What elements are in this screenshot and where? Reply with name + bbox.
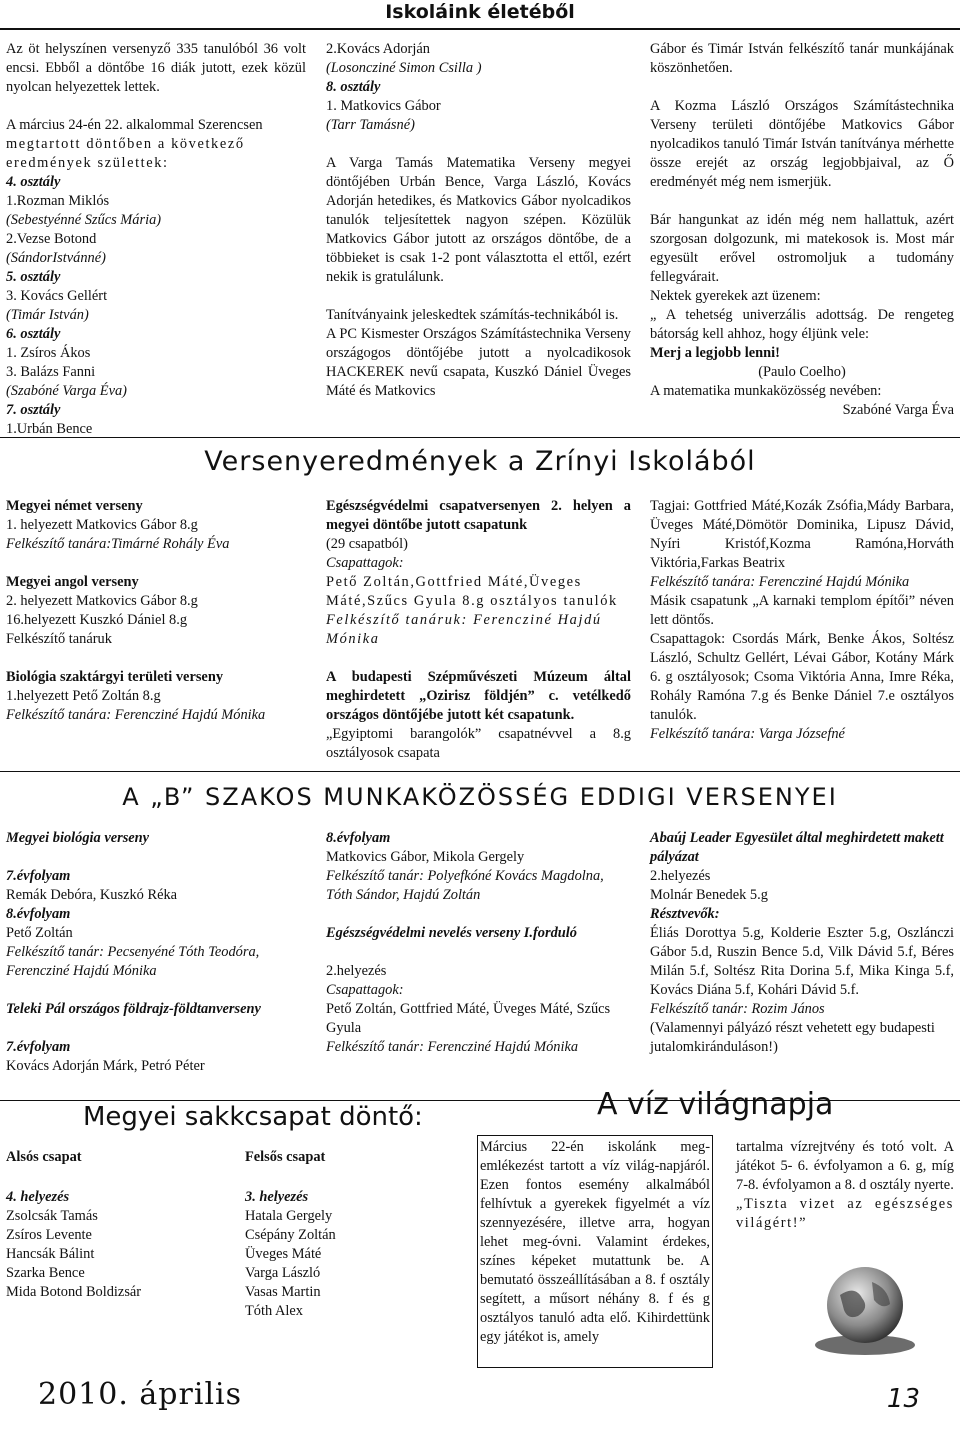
text-line: „Tiszta vizet az egészséges világért!” — [736, 1196, 954, 1231]
text-line — [6, 981, 306, 1000]
text-line: Pető Zoltán,Gottfried Máté,Üveges Máté,Szűcs Gyula 8.g osztályos tanulók — [326, 574, 618, 609]
text-line: Egészségvédelmi csapatversenyen 2. helyen a megyei döntőbe jutott csapatunk — [326, 498, 631, 533]
water-day-box-text — [480, 1138, 710, 1347]
team-member: Hatala Gergely — [245, 1208, 333, 1224]
text-line: 1. Zsíros Ákos — [6, 345, 91, 361]
text-line: 3. Balázs Fanni — [6, 364, 96, 380]
bszakos-right-column — [650, 829, 954, 1057]
text-line: 2.helyezés — [326, 963, 387, 979]
text-line: (29 csapatból) — [326, 536, 408, 552]
text-line — [650, 78, 954, 97]
upper-team-heading: Felsős csapat — [245, 1149, 326, 1165]
text-line: 1.helyezett Pető Zoltán 8.g — [6, 688, 161, 704]
chess-section-title: Megyei sakkcsapat döntő: — [83, 1102, 423, 1132]
text-line: Csapattagok: — [326, 555, 404, 571]
zrinyi-middle-column — [326, 497, 631, 763]
text-line: A Varga Tamás Matematika Verseny megyei döntőjében Urbán Bence, Varga László, Kovács Adorján hetedikes, és Matkovics Gábor nyolcadikos tanulók teljesítettek nagyon szépen. Közülük Matkovics Gábor jutott az országos döntőbe, de a többieket is csak 1-2 pont választotta el ettől, ezért nekik is gratulálunk. — [326, 155, 631, 285]
text-line — [6, 97, 306, 116]
team-member: Vasas Martin — [245, 1284, 321, 1300]
text-line: 6. osztály — [6, 326, 61, 342]
text-line: A PC Kismester Országos Számítástechnika Verseny országogos döntőjébe jutott a nyolcadikosok HACKEREK nevű csapata, Kuszkó Dániel Üveges Máté és Matkovics — [326, 326, 631, 399]
bszakos-left-column — [6, 829, 306, 1076]
text-line: Matkovics Gábor, Mikola Gergely — [326, 849, 525, 865]
chess-lower-team — [6, 1148, 226, 1302]
text-line — [6, 649, 306, 668]
text-line: 1. helyezett Matkovics Gábor 8.g — [6, 517, 198, 533]
text-line: Egészségvédelmi nevelés verseny I.forduló — [326, 925, 577, 941]
text-line: 2.Kovács Adorján — [326, 41, 430, 57]
text-line: Megyei német verseny — [6, 498, 143, 514]
text-line: (Tarr Tamásné) — [326, 117, 415, 133]
page-number: 13 — [886, 1384, 920, 1414]
text-line: (Timár István) — [6, 307, 89, 323]
text-line: tartalma vízrejtvény és totó volt. A játékot 5- 6. évfolyamon a 6. g, míg 7-8. évfolyamon a 8. d osztály nyerte. — [736, 1139, 954, 1193]
text-line: „Egyiptomi barangolók” csapatnévvel a 8.g osztályosok csapata — [326, 726, 631, 761]
text-line: Biológia szaktárgyi területi verseny — [6, 669, 224, 685]
top-left-column — [6, 40, 306, 439]
top-middle-column — [326, 40, 631, 401]
text-line: Március 22-én iskolánk meg-emlékezést tartott a víz világ-napjáról. Ezen fontos esemény alkalmából felhívtuk a gyerekek figyelmét a víz szennyezésére, illetve arra, hogyan lehet meg-óvni. Valamint érdekes, színes képeket mutattunk be. A bemutató összeállításában a 8. f osztály segített, a műsort néhány 8. f és g osztályos tanuló adta elő. Kihirdettünk egy játékot is, amely — [480, 1139, 710, 1345]
text-line — [6, 554, 306, 573]
team-member: Zsíros Levente — [6, 1227, 92, 1243]
text-line: (Szabóné Varga Éva) — [6, 383, 127, 399]
text-line: 8.évfolyam — [326, 830, 391, 846]
text-line: Felkészítő tanáruk: Ferencziné Hajdú Mónika — [326, 612, 602, 647]
lower-team-place: 4. helyezés — [6, 1189, 70, 1205]
text-line: Gábor és Timár István felkészítő tanár munkájának köszönhetően. — [650, 41, 954, 76]
water-day-title: A víz világnapja — [597, 1087, 834, 1122]
zrinyi-left-column — [6, 497, 306, 725]
team-member: Üveges Máté — [245, 1246, 322, 1262]
text-line — [326, 287, 631, 306]
text-line: 8.évfolyam — [6, 906, 71, 922]
water-day-right-text — [736, 1138, 954, 1233]
text-line: Felkészítő tanára: Ferencziné Hajdú Mónika — [6, 707, 266, 723]
text-line: 7. osztály — [6, 402, 61, 418]
text-line: Felkészítő tanára: Varga Józsefné — [650, 726, 845, 742]
text-line: 1. Matkovics Gábor — [326, 98, 441, 114]
text-line — [6, 848, 306, 867]
text-line: 2. helyezett Matkovics Gábor 8.g — [6, 593, 198, 609]
text-line: 2.helyezés — [650, 868, 711, 884]
team-member: Tóth Alex — [245, 1303, 303, 1319]
text-line: 3. Kovács Gellért — [6, 288, 108, 304]
text-line: megtartott döntőben a következő — [6, 136, 245, 152]
text-line: 16.helyezett Kuszkó Dániel 8.g — [6, 612, 188, 628]
text-line: 7.évfolyam — [6, 1039, 71, 1055]
text-line: Csapattagok: — [326, 982, 404, 998]
text-line: Az öt helyszínen versenyző 335 tanulóból 36 volt encsi. Ebből a döntőbe 16 diák jutott, ezek közül nyolcan helyezettek lettek. — [6, 41, 306, 95]
lower-team-heading: Alsós csapat — [6, 1149, 82, 1165]
text-line: Felkészítő tanár: Pecsenyéné Tóth Teodóra, Ferencziné Hajdú Mónika — [6, 944, 260, 979]
text-line: Pető Zoltán — [6, 925, 73, 941]
team-member: Szarka Bence — [6, 1265, 85, 1281]
text-line: „ A tehetség univerzális adottság. De rengeteg bátorság kell ahhoz, hogy éljünk vele: — [650, 307, 954, 342]
text-line — [326, 649, 631, 668]
text-line: 5. osztály — [6, 269, 61, 285]
text-line — [6, 1019, 306, 1038]
text-line: (Paulo Coelho) — [758, 364, 846, 380]
text-line: Másik csapatunk „A karnaki templom építői” néven lett döntős. — [650, 593, 954, 628]
text-line: Felkészítő tanár: Rozim János — [650, 1001, 825, 1017]
team-member: Csépány Zoltán — [245, 1227, 336, 1243]
text-line: Résztvevők: — [650, 906, 720, 922]
text-line: Merj a legjobb lenni! — [650, 345, 780, 361]
zrinyi-section-title: Versenyeredmények a Zrínyi Iskolából — [204, 446, 756, 477]
text-line: Csapattagok: Csordás Márk, Benke Ákos, Soltész László, Schultz Gellért, Lévai Gábor, Kotány Márk 6. g osztályosok; Csoma Viktória Anna, Imre Réka, Rohály Ramóna 7.g és Benke Dániel 7.e osztályos tanulók. — [650, 631, 954, 723]
text-line: (SándorIstvánné) — [6, 250, 106, 266]
text-line: Felkészítő tanára:Timárné Rohály Éva — [6, 536, 230, 552]
text-line: 8. osztály — [326, 79, 381, 95]
text-line: Szabóné Varga Éva — [842, 402, 954, 418]
text-line: Éliás Dorottya 5.g, Kolderie Eszter 5.g, Oszlánczi Gábor 5.d, Ruszin Bence 5.d, Vilk Dávid 5.f, Béres Milán 5.f, Soltész Rita Dorina 5.f, Mika Kinga 5.f, Kovács Diána 5.f, Kohári Dávid 5.f. — [650, 925, 954, 998]
text-line: Molnár Benedek 5.g — [650, 887, 768, 903]
text-line: 7.évfolyam — [6, 868, 71, 884]
text-line: Felkészítő tanáruk — [6, 631, 112, 647]
text-line: 2.Vezse Botond — [6, 231, 97, 247]
text-line: Megyei biológia verseny — [6, 830, 150, 846]
team-member: Zsolcsák Tamás — [6, 1208, 98, 1224]
text-line — [326, 135, 631, 154]
team-member: Varga László — [245, 1265, 321, 1281]
text-line: (Sebestyénné Szűcs Mária) — [6, 212, 162, 228]
text-line: 1.Urbán Bence — [6, 421, 93, 437]
text-line: Felkészítő tanára: Ferencziné Hajdú Mónika — [650, 574, 910, 590]
text-line: Teleki Pál országos földrajz-földtanverseny — [6, 1001, 261, 1017]
text-line: Kovács Adorján Márk, Petró Péter — [6, 1058, 205, 1074]
chess-upper-team — [245, 1148, 465, 1321]
team-member: Hancsák Bálint — [6, 1246, 95, 1262]
section-title: Iskoláink életéből — [385, 1, 575, 23]
text-line: (Valamennyi pályázó részt vehetett egy budapesti jutalomkiránduláson!) — [650, 1020, 935, 1055]
text-line: A március 24-én 22. alkalommal Szerencsen — [6, 117, 263, 133]
text-line: A Kozma László Országos Számítástechnika Verseny területi döntőjébe Matkovics Gábor nyolcadikos tanuló Timár István tanítványa mérhette össze erejét az ország legjobbjaival, az Ő eredményét még nem ismerjük. — [650, 98, 954, 190]
text-line: Megyei angol verseny — [6, 574, 139, 590]
text-line: 4. osztály — [6, 174, 61, 190]
text-line: Felkészítő tanár: Ferencziné Hajdú Mónika — [326, 1039, 579, 1055]
bszakos-section-title: A „B” SZAKOS MUNKAKÖZÖSSÉG EDDIGI VERSENYEI — [122, 783, 838, 811]
text-line: Pető Zoltán, Gottfried Máté, Üveges Máté, Szűcs Gyula — [326, 1001, 611, 1036]
top-right-column — [650, 40, 954, 420]
text-line — [650, 192, 954, 211]
text-line: Nektek gyerekek azt üzenem: — [650, 288, 821, 304]
text-line: Tanítványaink jeleskedtek számítás-technikából is. — [326, 307, 619, 323]
upper-team-place: 3. helyezés — [245, 1189, 309, 1205]
text-line: A budapesti Szépművészeti Múzeum által meghirdetett „Ozirisz földjén” c. vetélkedő országos döntőjébe jutott két csapatunk. — [326, 669, 631, 723]
text-line: A matematika munkaközösség nevében: — [650, 383, 882, 399]
text-line: Tagjai: Gottfried Máté,Kozák Zsófia,Mády Barbara, Üveges Máté,Dömötör Dominika, Lipusz Dávid, Nyíri Kristóf,Kozma Ramóna,Horváth Viktória,Farkas Beatrix — [650, 498, 954, 571]
section-header-banner — [0, 0, 960, 30]
text-line — [326, 905, 631, 924]
water-globe-image — [810, 1250, 920, 1360]
text-line: Remák Debóra, Kuszkó Réka — [6, 887, 178, 903]
text-line: 1.Rozman Miklós — [6, 193, 110, 209]
issue-date: 2010. április — [38, 1377, 243, 1412]
divider-rule — [0, 771, 960, 772]
text-line: Abaúj Leader Egyesület által meghirdetett makett pályázat — [650, 830, 944, 865]
text-line: Bár hangunkat az idén még nem hallattuk, azért szorgosan dolgozunk, mi matekosok is. Most már egyesült erővel ostromoljuk a tudomány fellegvárait. — [650, 212, 954, 285]
divider-rule — [0, 437, 960, 438]
text-line: (Losoncziné Simon Csilla ) — [326, 60, 482, 76]
team-member: Mida Botond Boldizsár — [6, 1284, 142, 1300]
bszakos-middle-column — [326, 829, 631, 1057]
text-line: Felkészítő tanár: Polyefkóné Kovács Magdolna, Tóth Sándor, Hajdú Zoltán — [326, 868, 604, 903]
text-line: eredmények születtek: — [6, 155, 169, 171]
zrinyi-right-column — [650, 497, 954, 744]
text-line — [326, 943, 631, 962]
